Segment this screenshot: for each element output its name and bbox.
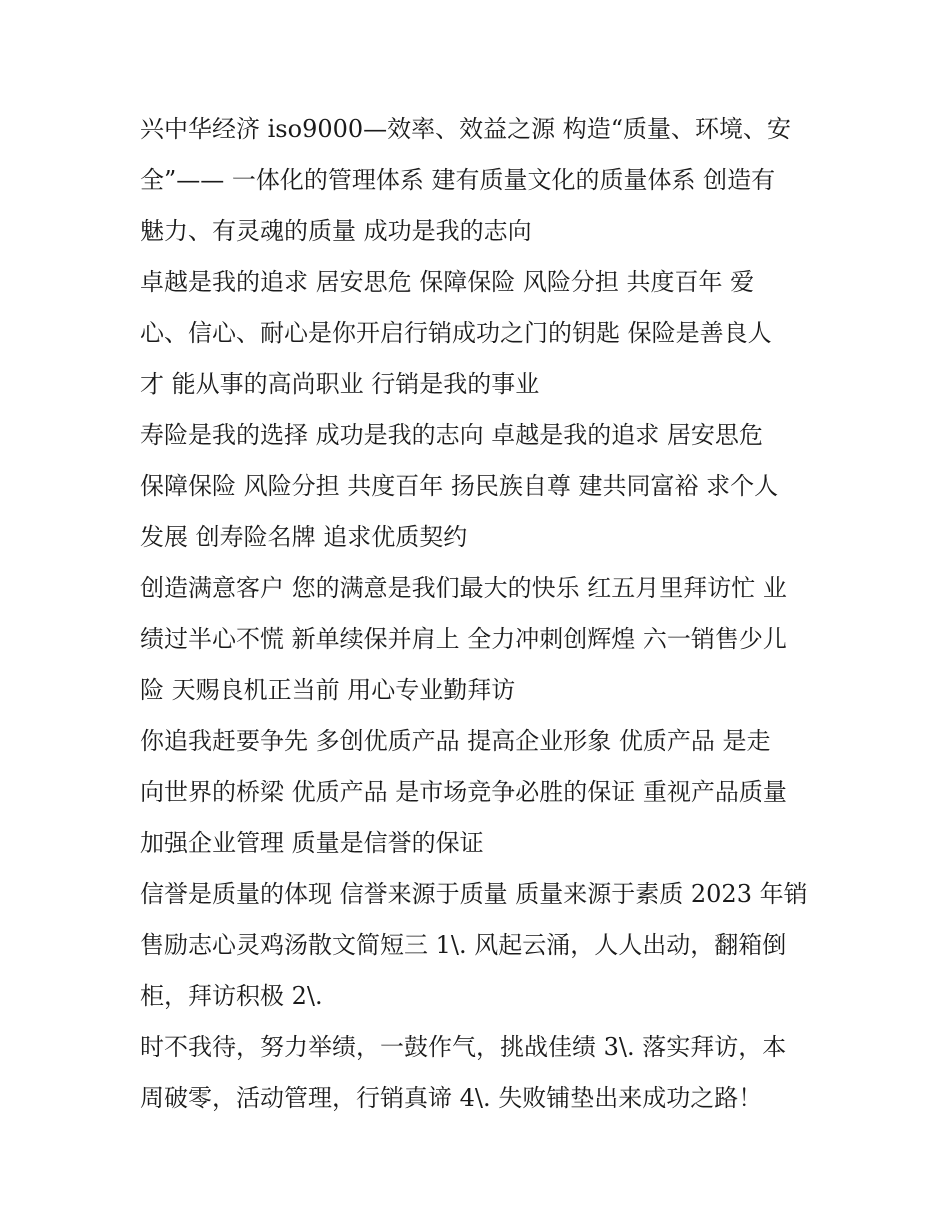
paragraph: 你追我赶要争先 多创优质产品 提高企业形象 优质产品 是走 向世界的桥梁 优质产品 是市场竞争必胜的保证 重视产品质量 加强企业管理 质量是信誉的保证 bbox=[140, 727, 787, 857]
paragraph: 信誉是质量的体现 信誉来源于质量 质量来源于素质 2023 年销 售励志心灵鸡汤散文简短三 1\. 风起云涌，人人出动，翻箱倒 柜，拜访积极 2\. bbox=[140, 880, 808, 1010]
paragraph: 卓越是我的追求 居安思危 保障保险 风险分担 共度百年 爱 心、信心、耐心是你开启行销成功之门的钥匙 保险是善良人 才 能从事的高尚职业 行销是我的事业 bbox=[140, 268, 772, 398]
paragraph: 创造满意客户 您的满意是我们最大的快乐 红五月里拜访忙 业 绩过半心不慌 新单续保并肩上 全力冲刺创辉煌 六一销售少儿 险 天赐良机正当前 用心专业勤拜访 bbox=[140, 574, 787, 704]
document-body bbox=[140, 104, 812, 1124]
paragraph: 兴中华经济 iso9000—效率、效益之源 构造“质量、环境、安 全”—— 一体化的管理体系 建有质量文化的质量体系 创造有 魅力、有灵魂的质量 成功是我的志向 bbox=[140, 115, 792, 245]
paragraph: 寿险是我的选择 成功是我的志向 卓越是我的追求 居安思危 保障保险 风险分担 共度百年 扬民族自尊 建共同富裕 求个人 发展 创寿险名牌 追求优质契约 bbox=[140, 421, 779, 551]
paragraph: 时不我待，努力举绩，一鼓作气，挑战佳绩 3\. 落实拜访，本 周破零，活动管理，行销真谛 4\. 失败铺垫出来成功之路！ bbox=[140, 1033, 787, 1112]
